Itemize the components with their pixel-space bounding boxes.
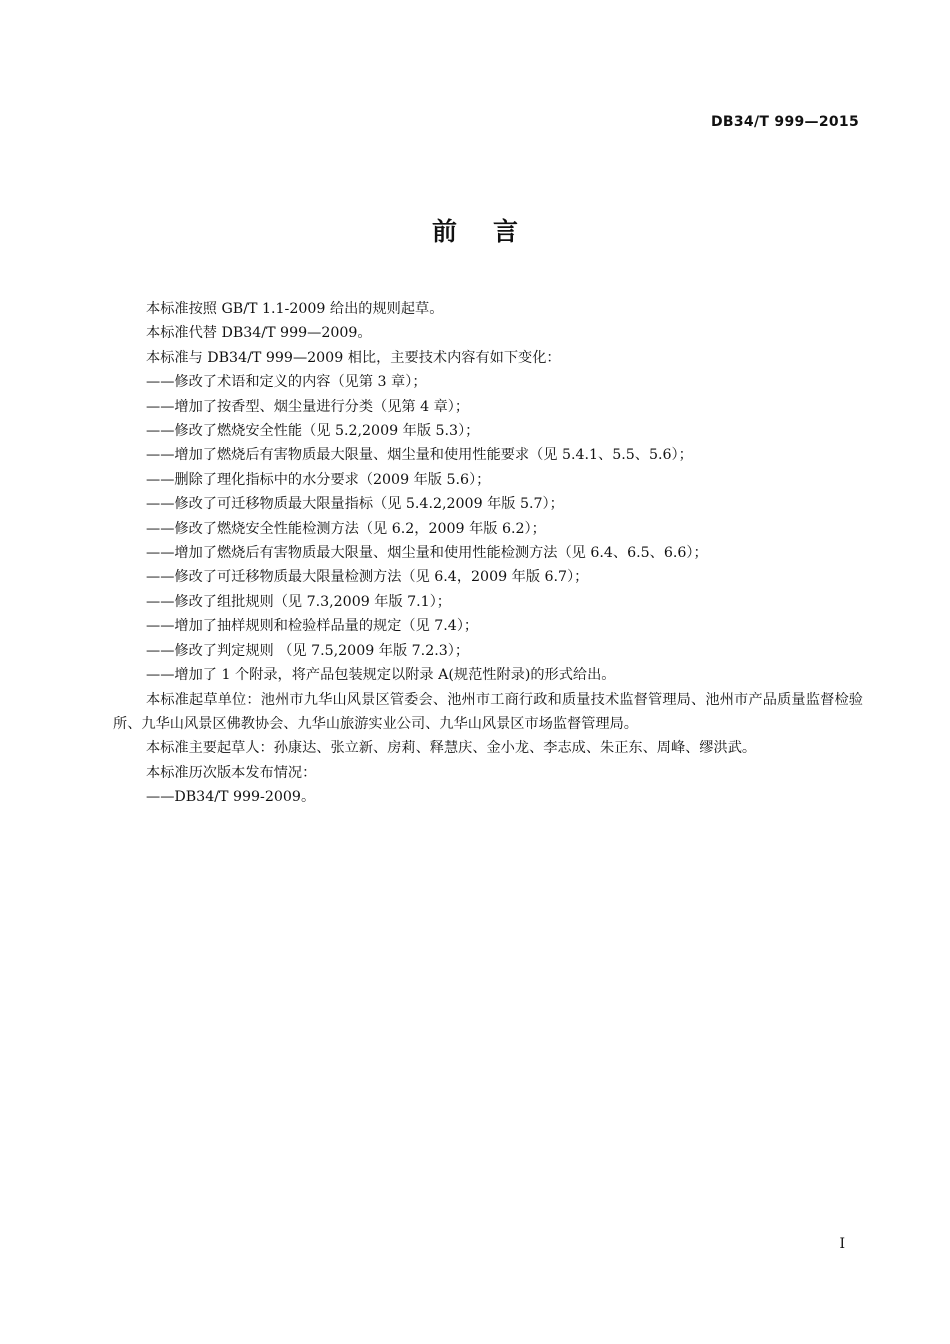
paragraph-changes-intro: 本标准与 DB34/T 999—2009 相比，主要技术内容有如下变化：	[146, 349, 561, 366]
standard-code: DB34/T 999—2015	[711, 114, 859, 130]
change-item: ——修改了可迁移物质最大限量指标（见 5.4.2,2009 年版 5.7）；	[146, 496, 564, 513]
change-item: ——修改了燃烧安全性能（见 5.2,2009 年版 5.3）；	[146, 423, 480, 440]
paragraph-drafting-units: 本标准起草单位：池州市九华山风景区管委会、池州市工商行政和质量技术监督管理局、池州市产品质量监督检验所、九华山风景区佛教协会、九华山旅游实业公司、九华山风景区市场监督管理局。	[113, 691, 863, 732]
change-item: ——修改了术语和定义的内容（见第 3 章）；	[146, 374, 427, 391]
change-item: ——增加了按香型、烟尘量进行分类（见第 4 章）；	[146, 398, 470, 415]
page-title: 前言	[431, 217, 554, 246]
history-item: ——DB34/T 999-2009。	[146, 789, 316, 806]
change-item: ——修改了判定规则 （见 7.5,2009 年版 7.2.3）；	[146, 642, 470, 659]
change-item: ——增加了燃烧后有害物质最大限量、烟尘量和使用性能要求（见 5.4.1、5.5、5.6）；	[146, 447, 693, 464]
change-item: ——删除了理化指标中的水分要求（2009 年版 5.6）；	[146, 471, 491, 488]
paragraph-replaces: 本标准代替 DB34/T 999—2009。	[146, 325, 372, 342]
change-item: ——增加了抽样规则和检验样品量的规定（见 7.4）；	[146, 618, 479, 635]
paragraph-drafters: 本标准主要起草人：孙康达、张立新、房莉、释慧庆、金小龙、李志成、朱正东、周峰、缪洪武。	[146, 740, 757, 757]
change-item: ——修改了组批规则（见 7.3,2009 年版 7.1）；	[146, 593, 451, 610]
change-item: ——增加了燃烧后有害物质最大限量、烟尘量和使用性能检测方法（见 6.4、6.5、6.6）；	[146, 545, 708, 562]
paragraph-drafting-rules: 本标准按照 GB/T 1.1-2009 给出的规则起草。	[146, 301, 444, 317]
change-item: ——修改了燃烧安全性能检测方法（见 6.2，2009 年版 6.2）；	[146, 520, 546, 537]
paragraph-history-heading: 本标准历次版本发布情况：	[146, 764, 317, 781]
foreword-body	[113, 297, 863, 810]
change-item: ——修改了可迁移物质最大限量检测方法（见 6.4，2009 年版 6.7）；	[146, 569, 589, 586]
change-item: ——增加了 1 个附录，将产品包装规定以附录 A(规范性附录)的形式给出。	[146, 667, 616, 684]
page-number: I	[839, 1236, 845, 1252]
